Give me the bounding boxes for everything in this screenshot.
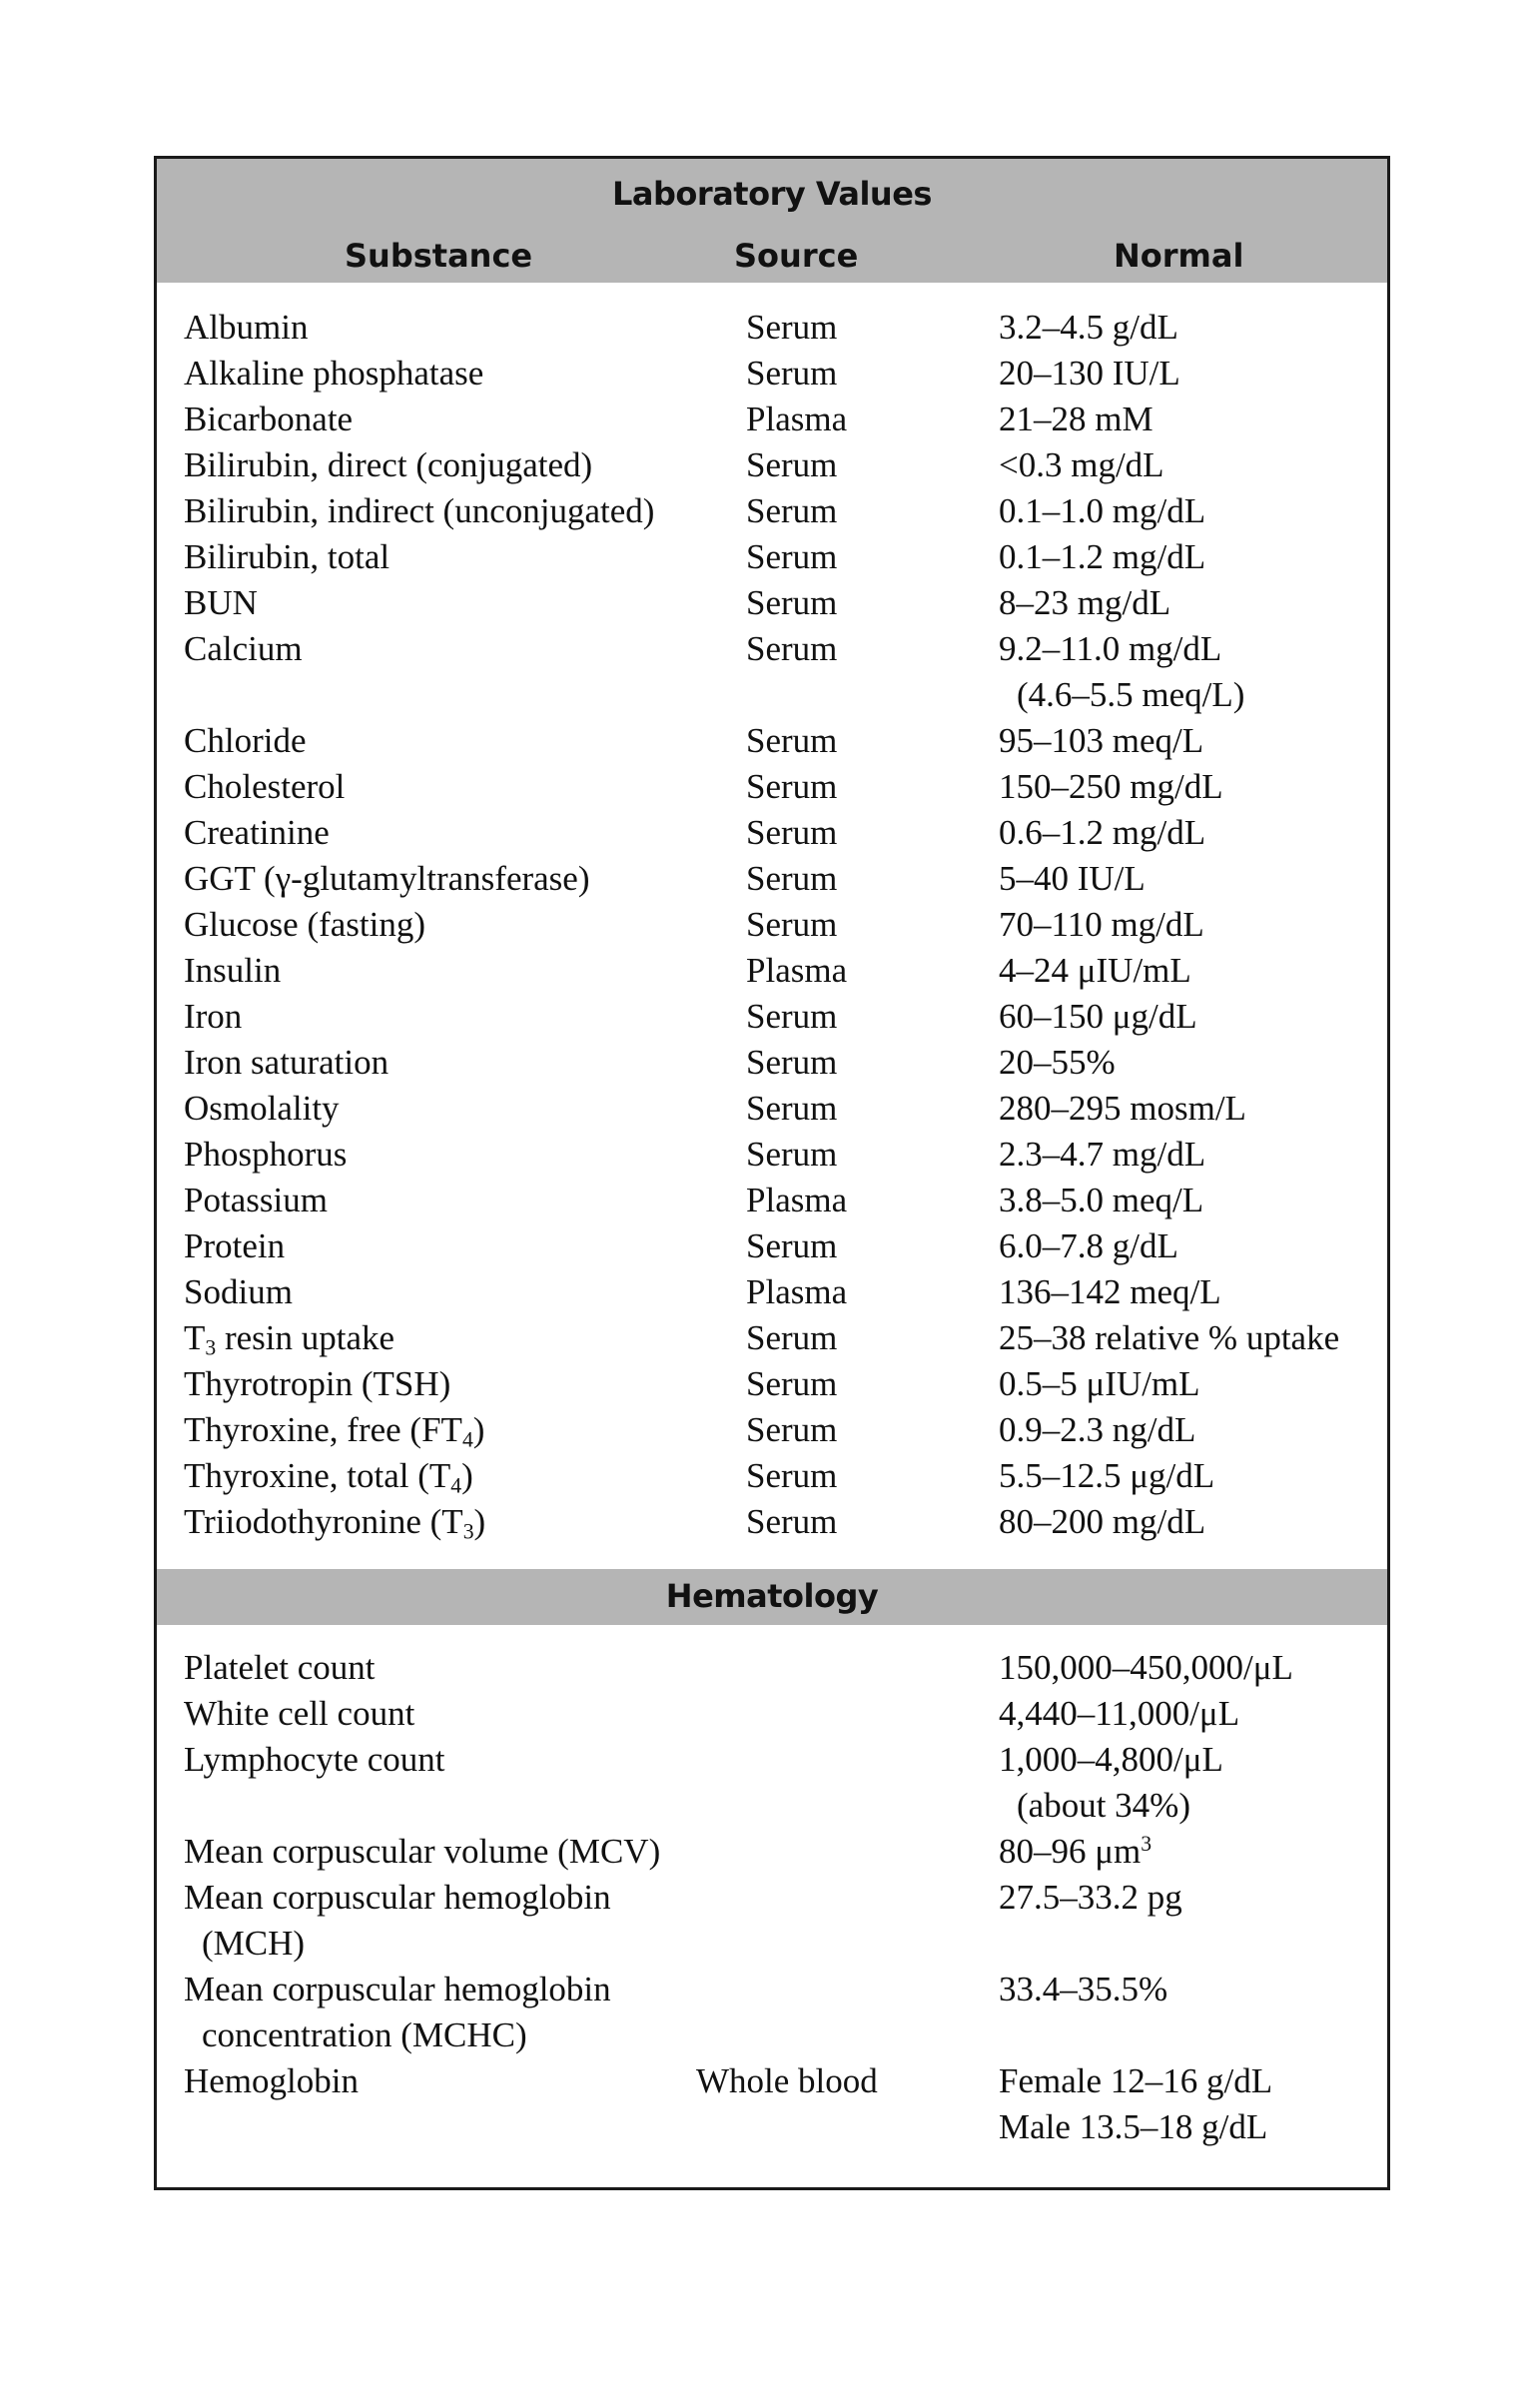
substance-cell: Cholesterol [184, 767, 346, 806]
substance-cell: Hemoglobin [184, 2061, 359, 2100]
source-cell: Serum [746, 1318, 838, 1357]
substance-cell: Bilirubin, indirect (unconjugated) [184, 491, 655, 530]
normal-range-cell: 20–130 IU/L [999, 354, 1180, 393]
normal-range-cell: 0.5–5 μIU/mL [999, 1364, 1200, 1403]
source-cell: Serum [746, 491, 838, 530]
substance-cell: Albumin [184, 308, 309, 347]
table-row [157, 810, 1387, 856]
lab-values-table [154, 156, 1390, 2190]
source-cell: Serum [746, 813, 838, 852]
substance-cell: (MCH) [202, 1924, 306, 1963]
table-row [157, 305, 1387, 351]
source-cell: Plasma [746, 400, 848, 438]
substance-cell: Calcium [184, 629, 303, 668]
table-row [157, 2012, 1387, 2058]
table-row [157, 1967, 1387, 2012]
table-row [157, 1829, 1387, 1875]
table-row [157, 994, 1387, 1040]
table-row [157, 1086, 1387, 1132]
normal-range-cell: 5–40 IU/L [999, 859, 1146, 898]
normal-range-cell: <0.3 mg/dL [999, 445, 1164, 484]
subscript: 4 [450, 1473, 462, 1498]
source-cell: Serum [746, 629, 838, 668]
table-row [157, 2058, 1387, 2104]
source-cell: Serum [746, 905, 838, 944]
source-cell: Serum [746, 721, 838, 760]
table-row [157, 626, 1387, 672]
superscript: 3 [1141, 1832, 1153, 1857]
source-cell: Serum [746, 1043, 838, 1082]
substance-cell: Bicarbonate [184, 400, 354, 438]
normal-range-cell: 5.5–12.5 μg/dL [999, 1456, 1215, 1495]
table-row [157, 1132, 1387, 1178]
source-cell: Serum [746, 1502, 838, 1541]
source-cell: Serum [746, 997, 838, 1036]
table-row [157, 1223, 1387, 1269]
substance-cell: Iron saturation [184, 1043, 389, 1082]
normal-range-cell: 150–250 mg/dL [999, 767, 1223, 806]
normal-range-cell: 4,440–11,000/μL [999, 1694, 1240, 1733]
substance-cell: Platelet count [184, 1648, 376, 1687]
table-row [157, 397, 1387, 442]
normal-range-cell: 8–23 mg/dL [999, 583, 1171, 622]
substance-cell: Mean corpuscular hemoglobin [184, 1970, 611, 2008]
substance-cell: Insulin [184, 951, 282, 990]
normal-range-cell: Male 13.5–18 g/dL [999, 2107, 1268, 2146]
table-row [157, 948, 1387, 994]
subscript: 4 [461, 1427, 473, 1452]
substance-cell: Lymphocyte count [184, 1740, 445, 1779]
normal-range-cell: 21–28 mM [999, 400, 1154, 438]
normal-range-cell: 0.6–1.2 mg/dL [999, 813, 1206, 852]
normal-range-cell: 0.1–1.0 mg/dL [999, 491, 1206, 530]
table-title: Laboratory Values [612, 175, 932, 213]
substance-cell: Bilirubin, direct (conjugated) [184, 445, 593, 484]
table-row [157, 1783, 1387, 1829]
source-cell: Serum [746, 537, 838, 576]
hematology-rows [157, 1625, 1387, 2150]
substance-cell: Potassium [184, 1181, 328, 1219]
table-row [157, 488, 1387, 534]
table-row [157, 856, 1387, 902]
normal-range-cell: 4–24 μIU/mL [999, 951, 1191, 990]
normal-range-cell: (4.6–5.5 meq/L) [1017, 675, 1245, 714]
table-row [157, 2104, 1387, 2150]
source-cell: Serum [746, 767, 838, 806]
substance-cell: Protein [184, 1226, 286, 1265]
column-header-substance: Substance [345, 237, 533, 275]
source-cell: Serum [746, 859, 838, 898]
normal-range-cell: 80–96 $\mu m^3$ [999, 1832, 1153, 1871]
source-cell: Serum [746, 308, 838, 347]
source-cell: Serum [746, 1226, 838, 1265]
substance-cell: Phosphorus [184, 1135, 348, 1174]
substance-cell: Osmolality [184, 1089, 340, 1128]
substance-cell: Sodium [184, 1272, 293, 1311]
normal-range-cell: 0.9–2.3 ng/dL [999, 1410, 1196, 1449]
source-cell: Plasma [746, 1272, 848, 1311]
normal-range-cell: 1,000–4,800/μL [999, 1740, 1223, 1779]
hematology-title: Hematology [665, 1577, 879, 1615]
normal-range-cell: 0.1–1.2 mg/dL [999, 537, 1206, 576]
substance-cell: Glucose (fasting) [184, 905, 426, 944]
source-cell: Serum [746, 1364, 838, 1403]
subscript: 3 [205, 1335, 217, 1360]
normal-range-cell: 150,000–450,000/μL [999, 1648, 1293, 1687]
source-cell: Serum [746, 1410, 838, 1449]
substance-cell: BUN [184, 583, 258, 622]
substance-cell: Thyroxine, total $(T_4)$ [184, 1456, 473, 1498]
table-row [157, 1921, 1387, 1967]
column-header-source: Source [734, 237, 859, 275]
subscript: 3 [462, 1519, 474, 1544]
substance-cell: White cell count [184, 1694, 415, 1733]
normal-range-cell: 20–55% [999, 1043, 1116, 1082]
substance-cell: Thyroxine, free $(FT_4)$ [184, 1410, 485, 1452]
table-row [157, 1645, 1387, 1691]
table-row [157, 1178, 1387, 1223]
substance-cell: Alkaline phosphatase [184, 354, 484, 393]
normal-range-cell: 3.2–4.5 g/dL [999, 308, 1178, 347]
normal-range-cell: Female 12–16 g/dL [999, 2061, 1273, 2100]
source-cell: Serum [746, 1456, 838, 1495]
table-row [157, 1737, 1387, 1783]
normal-range-cell: 280–295 mosm/L [999, 1089, 1246, 1128]
table-row [157, 764, 1387, 810]
substance-cell: Chloride [184, 721, 307, 760]
normal-range-cell: 80–200 mg/dL [999, 1502, 1206, 1541]
table-row [157, 672, 1387, 718]
source-cell: Serum [746, 445, 838, 484]
table-row [157, 1407, 1387, 1453]
table-row [157, 580, 1387, 626]
table-row [157, 1361, 1387, 1407]
normal-range-cell: 9.2–11.0 mg/dL [999, 629, 1222, 668]
table-row [157, 1040, 1387, 1086]
normal-range-cell: 33.4–35.5% [999, 1970, 1168, 2008]
source-cell: Serum [746, 1135, 838, 1174]
table-row [157, 902, 1387, 948]
normal-range-cell: (about 34%) [1017, 1786, 1190, 1825]
table-row [157, 534, 1387, 580]
normal-range-cell: 95–103 meq/L [999, 721, 1204, 760]
table-header-band [157, 159, 1387, 283]
normal-range-cell: 60–150 μg/dL [999, 997, 1197, 1036]
source-cell: Serum [746, 354, 838, 393]
substance-cell: Creatinine [184, 813, 330, 852]
source-cell: Whole blood [696, 2061, 878, 2100]
substance-cell: Iron [184, 997, 243, 1036]
table-row [157, 1875, 1387, 1921]
normal-range-cell: 2.3–4.7 mg/dL [999, 1135, 1206, 1174]
table-row [157, 1499, 1387, 1545]
substance-cell: Mean corpuscular volume (MCV) [184, 1832, 661, 1871]
substance-cell: Triiodothyronine $(T_3)$ [184, 1502, 486, 1544]
table-row [157, 1315, 1387, 1361]
substance-cell: Thyrotropin (TSH) [184, 1364, 451, 1403]
substance-cell: Bilirubin, total [184, 537, 390, 576]
table-row [157, 1691, 1387, 1737]
substance-cell: concentration (MCHC) [202, 2015, 527, 2054]
normal-range-cell: 136–142 meq/L [999, 1272, 1221, 1311]
normal-range-cell: 27.5–33.2 pg [999, 1878, 1182, 1917]
source-cell: Plasma [746, 1181, 848, 1219]
substance-cell: $T_3$ resin uptake [184, 1318, 395, 1360]
table-row [157, 1269, 1387, 1315]
substance-cell: Mean corpuscular hemoglobin [184, 1878, 611, 1917]
normal-range-cell: 6.0–7.8 g/dL [999, 1226, 1178, 1265]
source-cell: Serum [746, 1089, 838, 1128]
table-row [157, 442, 1387, 488]
normal-range-cell: 25–38 relative % uptake [999, 1318, 1340, 1357]
hematology-header-band [157, 1569, 1387, 1625]
column-header-normal: Normal [1114, 237, 1244, 275]
source-cell: Serum [746, 583, 838, 622]
table-row [157, 1453, 1387, 1499]
substance-cell: GGT (γ-glutamyltransferase) [184, 859, 590, 898]
source-cell: Plasma [746, 951, 848, 990]
normal-range-cell: 70–110 mg/dL [999, 905, 1204, 944]
table-row [157, 718, 1387, 764]
lab-values-rows [157, 283, 1387, 1569]
normal-range-cell: 3.8–5.0 meq/L [999, 1181, 1204, 1219]
table-row [157, 351, 1387, 397]
